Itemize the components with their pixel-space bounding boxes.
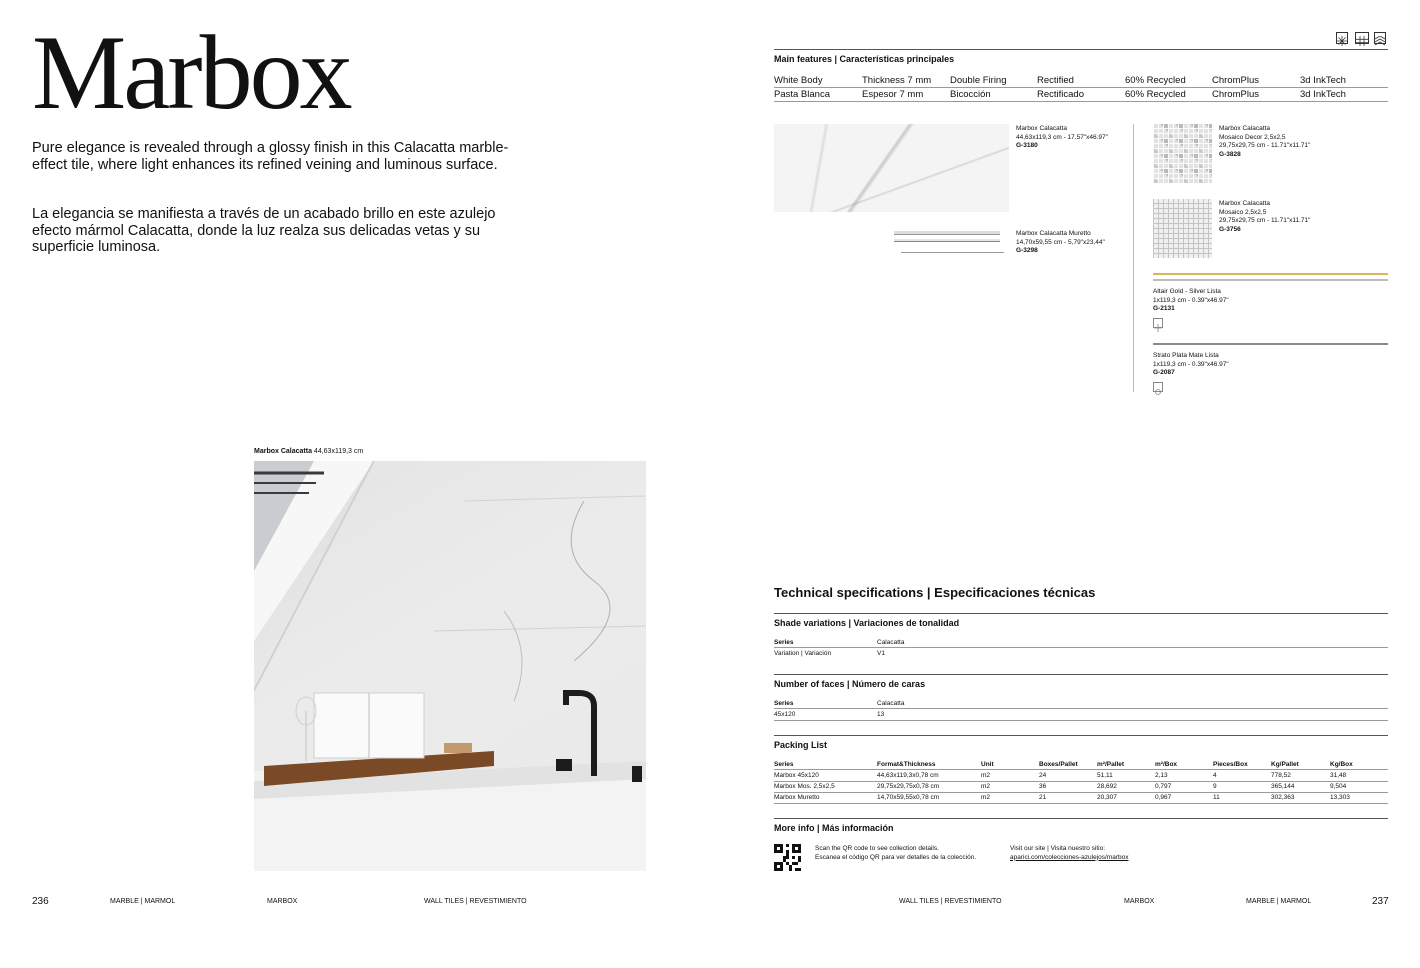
divider — [774, 818, 1388, 819]
website-link[interactable]: aparici.com/colecciones-azulejos/marbox — [1010, 853, 1129, 861]
bathroom-photo — [254, 461, 646, 871]
tech-specs-heading: Technical specifications | Especificaciones técnicas — [774, 585, 1096, 600]
cell: Calacatta — [877, 639, 905, 646]
product-size: 1x119,3 cm - 0.39"x46.97" — [1153, 360, 1229, 368]
gold-lista-swatch — [1153, 273, 1388, 275]
cell: 9,504 — [1330, 783, 1347, 790]
cell: m2 — [981, 772, 991, 779]
cell: 21 — [1039, 794, 1047, 801]
column-header: m²/Pallet — [1097, 761, 1125, 768]
feature-6: ChromPlus — [1212, 75, 1259, 86]
product-code: G-3756 — [1219, 225, 1241, 233]
cell: m2 — [981, 794, 991, 801]
column-header: Series — [774, 761, 794, 768]
faces-row — [774, 710, 1388, 720]
cell: 2,13 — [1155, 772, 1168, 779]
feature-1-es: Pasta Blanca — [774, 89, 830, 100]
packing-heading: Packing List — [774, 740, 828, 750]
footer-right-3: MARBLE | MARMOL — [1246, 898, 1312, 905]
cell: 14,70x59,55x0,78 cm — [877, 794, 940, 801]
feature-6-es: ChromPlus — [1212, 89, 1259, 100]
feature-4-es: Rectificado — [1037, 89, 1084, 100]
product-card — [1219, 200, 1339, 234]
cell: 0,797 — [1155, 783, 1172, 790]
feature-7: 3d InkTech — [1300, 75, 1346, 86]
product-name: Altair Gold - Silver Lista — [1153, 288, 1221, 295]
cell: m2 — [981, 783, 991, 790]
photo-caption-name: Marbox Calacatta — [254, 448, 312, 455]
shade-heading: Shade variations | Variaciones de tonalidad — [774, 618, 960, 628]
footer-left-1: MARBLE | MARMOL — [110, 898, 176, 905]
product-code: G-2087 — [1153, 369, 1175, 376]
product-name: Marbox Calacatta — [1219, 125, 1270, 132]
circle-pattern-icon — [1153, 382, 1163, 392]
strato-lista-swatch — [1153, 343, 1388, 345]
intro-english: Pure elegance is revealed through a glossy finish in this Calacatta marble-effect tile, where light enhances its refined veining and luminous surface. — [32, 140, 509, 173]
product-size: 44,63x119,3 cm - 17.57"x46.97" — [1016, 133, 1108, 141]
product-name-2: Mosaico 2,5x2,5 — [1219, 208, 1267, 216]
photo-caption-size: 44,63x119,3 cm — [313, 448, 364, 455]
more-info-heading: More info | Más información — [774, 823, 894, 833]
cell: 28,692 — [1097, 783, 1117, 790]
feature-5-es: 60% Recycled — [1125, 89, 1186, 100]
pattern-icon — [1374, 32, 1386, 44]
feature-2: Thickness 7 mm — [862, 75, 932, 86]
product-name: Marbox Calacatta — [1016, 125, 1067, 132]
column-header: Boxes/Pallet — [1039, 761, 1078, 768]
silver-lista-swatch — [1153, 279, 1388, 281]
cell: 45x120 — [774, 711, 796, 718]
cell: 13,303 — [1330, 794, 1350, 801]
product-size: 29,75x29,75 cm - 11.71"x11.71" — [1219, 217, 1311, 224]
cell: 44,63x119,3x0,78 cm — [877, 772, 939, 779]
cell: 302,363 — [1271, 794, 1295, 801]
shade-row — [774, 649, 1388, 659]
cell: 31,48 — [1330, 772, 1347, 779]
feature-4: Rectified — [1037, 75, 1074, 86]
grid-tile-icon — [1355, 32, 1369, 44]
tile-swatch-mosaico — [1153, 199, 1212, 258]
product-card — [1016, 125, 1126, 151]
divider — [774, 49, 1388, 50]
column-header: Kg/Box — [1330, 761, 1353, 768]
cell: Marbox Mos. 2,5x2,5 — [774, 783, 835, 790]
cell: Calacatta — [877, 700, 905, 707]
product-code: G-3180 — [1016, 142, 1038, 149]
qr-instructions-es: Escanea el código QR para ver detalles de la colección. — [815, 853, 977, 861]
product-size: 1x119,3 cm - 0.39"x46.97" — [1153, 296, 1229, 304]
qr-instructions — [815, 845, 1005, 862]
cell: 4 — [1213, 772, 1217, 779]
page-number-right: 237 — [1372, 896, 1389, 907]
website-label: Visit our site | Visita nuestro sitio: — [1010, 845, 1106, 852]
product-name-2: Mosaico Decor 2,5x2,5 — [1219, 133, 1286, 141]
divider — [774, 735, 1388, 736]
product-name: Marbox Calacatta Muretto — [1016, 230, 1091, 237]
cell: Marbox 45x120 — [774, 772, 819, 779]
cell: 11 — [1213, 794, 1220, 801]
cell: Marbox Muretto — [774, 794, 820, 801]
divider — [774, 647, 1388, 648]
cell: 29,75x29,75x0,78 cm — [877, 783, 940, 790]
product-name: Strato Plata Mate Lista — [1153, 352, 1219, 359]
column-header: Kg/Pallet — [1271, 761, 1299, 768]
cell: Variation | Variación — [774, 650, 832, 657]
faces-heading: Number of faces | Número de caras — [774, 679, 926, 689]
cell: 51,11 — [1097, 772, 1113, 779]
product-code: G-2131 — [1153, 305, 1175, 312]
page-number-left: 236 — [32, 896, 49, 907]
cell: 36 — [1039, 783, 1047, 790]
footer-left-3: WALL TILES | REVESTIMIENTO — [424, 898, 527, 905]
column-header: Format&Thickness — [877, 761, 936, 768]
features-row-en — [774, 74, 1388, 87]
product-card — [1153, 288, 1353, 314]
product-code: G-3828 — [1219, 150, 1241, 158]
column-header: m²/Box — [1155, 761, 1178, 768]
divider — [774, 720, 1388, 721]
product-size: 29,75x29,75 cm - 11.71"x11.71" — [1219, 142, 1311, 149]
product-card — [1219, 125, 1339, 159]
vertical-divider — [1133, 124, 1134, 392]
qr-code-icon[interactable] — [774, 844, 801, 871]
website-info — [1010, 845, 1210, 862]
cell: 778,52 — [1271, 772, 1291, 779]
photo-caption — [254, 447, 363, 456]
footer-left-2: MARBOX — [267, 898, 298, 905]
cross-pattern-icon — [1153, 318, 1163, 328]
divider — [774, 674, 1388, 675]
product-code: G-3298 — [1016, 247, 1038, 254]
divider — [774, 708, 1388, 709]
product-card — [1016, 230, 1126, 256]
table-row — [774, 793, 1388, 803]
divider — [774, 613, 1388, 614]
features-row-es — [774, 88, 1388, 101]
cell: 9 — [1213, 783, 1217, 790]
divider — [774, 769, 1388, 770]
cell: 13 — [877, 711, 885, 718]
cell: 0,967 — [1155, 794, 1172, 801]
bathroom-illustration — [254, 461, 646, 871]
page-title: Marbox — [32, 14, 350, 131]
footer-right-2: MARBOX — [1124, 898, 1155, 905]
cell: 20,307 — [1097, 794, 1117, 801]
frost-resistant-icon — [1336, 32, 1348, 44]
cell: Series — [774, 639, 794, 646]
product-card — [1153, 352, 1353, 378]
feature-2-es: Espesor 7 mm — [862, 89, 924, 100]
product-size: 14,70x59,55 cm - 5,79"x23,44" — [1016, 238, 1105, 246]
tile-swatch-mosaico-decor — [1153, 124, 1212, 183]
footer-right-1: WALL TILES | REVESTIMIENTO — [899, 898, 1002, 905]
cell: 365,144 — [1271, 783, 1295, 790]
intro-spanish: La elegancia se manifiesta a través de un acabado brillo en este azulejo efecto mármol Calacatta, donde la luz realza sus delicadas vetas y su superficie luminosa. — [32, 206, 496, 255]
column-header: Pieces/Box — [1213, 761, 1248, 768]
column-header: Unit — [981, 761, 994, 768]
table-row — [774, 771, 1388, 781]
feature-3: Double Firing — [950, 75, 1007, 86]
tile-swatch-calacatta — [774, 124, 1009, 212]
cell: V1 — [877, 650, 885, 657]
table-row — [774, 782, 1388, 792]
main-features-heading: Main features | Características principales — [774, 54, 955, 64]
cell: 24 — [1039, 772, 1047, 779]
product-name: Marbox Calacatta — [1219, 200, 1270, 207]
feature-5: 60% Recycled — [1125, 75, 1186, 86]
feature-3-es: Bicocción — [950, 89, 991, 100]
divider — [774, 101, 1388, 102]
feature-1: White Body — [774, 75, 823, 86]
cell: Series — [774, 700, 794, 707]
qr-instructions-en: Scan the QR code to see collection details. — [815, 845, 939, 852]
feature-7-es: 3d InkTech — [1300, 89, 1346, 100]
divider — [774, 803, 1388, 804]
